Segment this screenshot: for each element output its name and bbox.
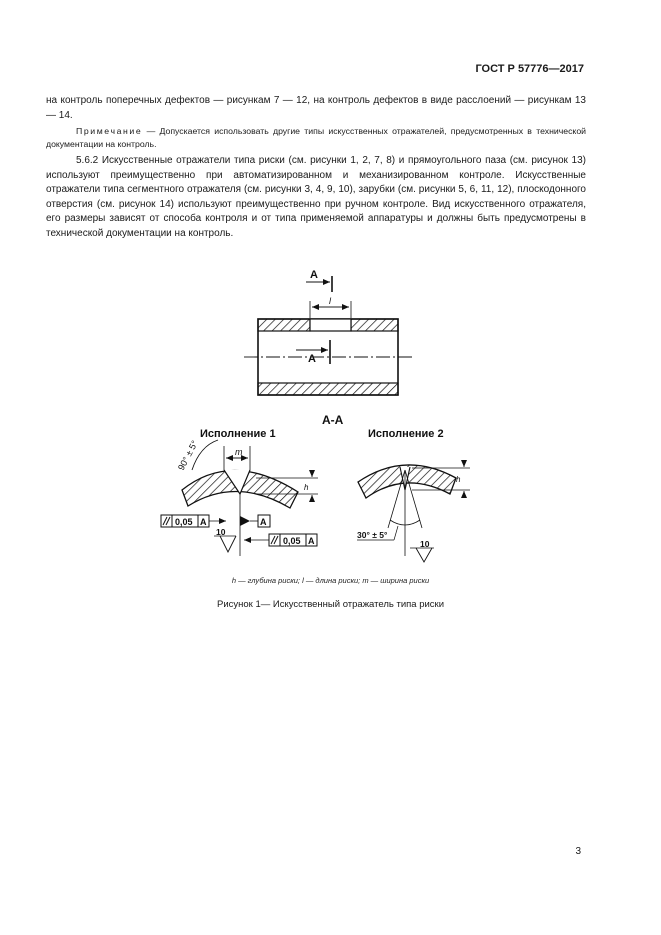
tolerance-value-2: 0,05 xyxy=(283,536,301,546)
angle-label-2: 30° ± 5° xyxy=(357,530,388,540)
length-label: l xyxy=(329,296,331,306)
tolerance-datum-2: А xyxy=(308,536,315,546)
tolerance-datum-1: А xyxy=(200,517,207,527)
depth-label-1: h xyxy=(304,483,309,492)
figure-caption: Рисунок 1— Искусственный отражатель типа риски xyxy=(216,599,444,610)
page-number: 3 xyxy=(575,846,581,857)
note-paragraph xyxy=(46,125,586,150)
variant-1-section xyxy=(161,428,318,556)
figure-legend: h — глубина риски; l — длина риски; m — ширина риски xyxy=(231,576,430,585)
width-label: m xyxy=(235,447,243,457)
variant-1-title: Исполнение 1 xyxy=(200,428,276,440)
section-marker-top xyxy=(306,269,332,292)
paragraph-continuation: на контроль поперечных дефектов — рисункам 7 — 12, на контроль дефектов в виде расслоений — рисункам 13 — 14. xyxy=(46,95,586,121)
length-dimension xyxy=(310,296,351,318)
variant-2-section xyxy=(357,428,470,562)
section-marker-mid xyxy=(296,340,330,365)
paragraph-5-6-2: 5.6.2 Искусственные отражатели типа риски (см. рисунки 1, 2, 7, 8) и прямоугольного паза (см. рисунок 13) используют преимущественно при автоматизированном и механизированном контроле. Искусственные отражатели типа сегментного отражателя (см. рисунки 3, 4, 9, 10), зарубки (см. рисунки 5, 6, 11, 12), плоскодонного отверстия (см. рисунок 14) используют преимущественно при ручном контроле. Вид искусственного отражателя, его размеры зависят от способа контроля и от типа применяемой аппаратуры и должны быть предусмотрены в технической документации на контроль. xyxy=(46,155,586,239)
figure-1-drawing xyxy=(150,262,510,567)
section-letter-mid: А xyxy=(308,353,316,365)
datum-label-1: А xyxy=(260,517,267,527)
tolerance-value-1: 0,05 xyxy=(175,517,193,527)
standard-number: ГОСТ Р 57776—2017 xyxy=(475,63,584,75)
angle-label-1: 90° ± 5° xyxy=(175,438,200,472)
note-label: Примечание xyxy=(76,126,143,136)
roughness-label-2: 10 xyxy=(420,539,430,549)
depth-label-2: h xyxy=(456,475,461,484)
section-letter-top: А xyxy=(310,269,318,281)
roughness-label-1: 10 xyxy=(216,527,226,537)
note-text: — Допускается использовать другие типы искусственных отражателей, предусмотренных в технической документации на контроль. xyxy=(46,126,586,149)
section-title: А-А xyxy=(322,413,344,427)
variant-2-title: Исполнение 2 xyxy=(368,428,444,440)
pipe-longitudinal-view xyxy=(244,319,412,395)
